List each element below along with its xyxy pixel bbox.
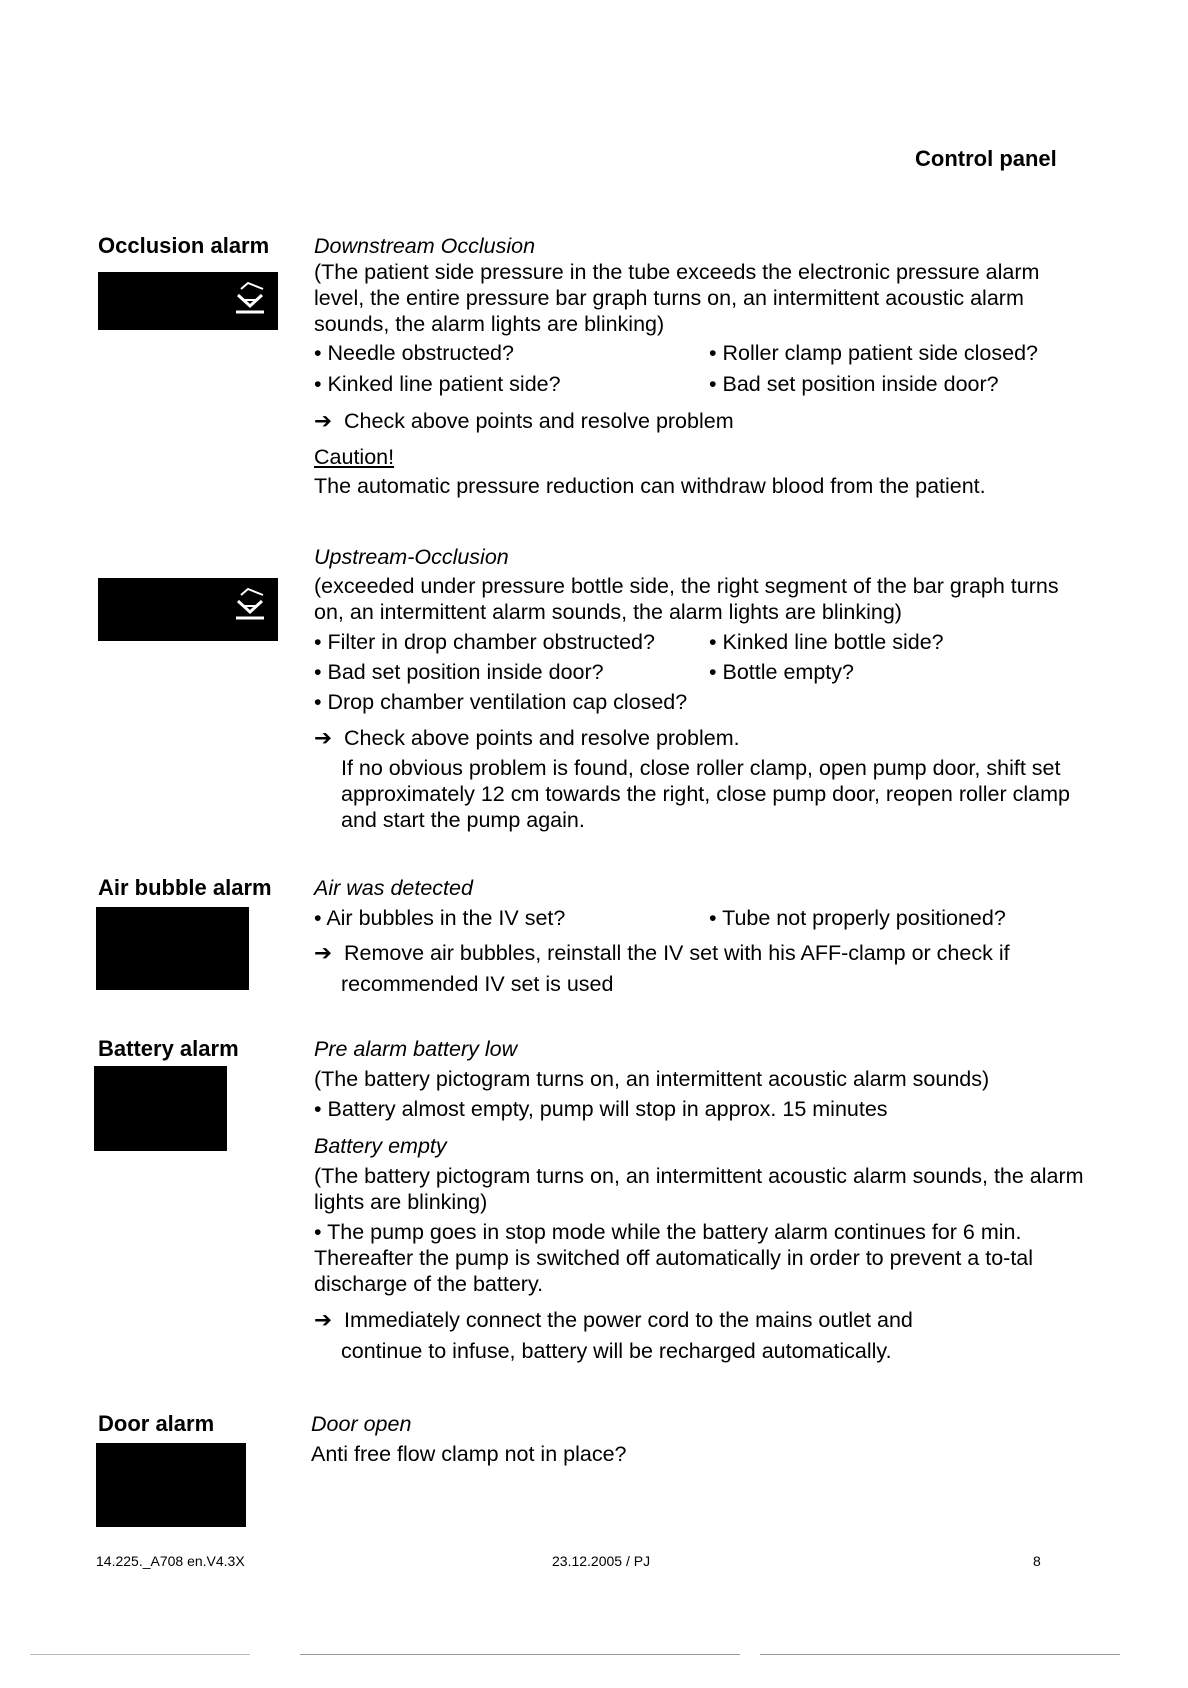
bullet-item: • Drop chamber ventilation cap closed? (314, 690, 688, 714)
arrow-right-icon: ➔ (314, 941, 333, 965)
downstream-occlusion-icon (208, 272, 278, 330)
bullet-item: • Bad set position inside door? (314, 660, 604, 684)
air-action (314, 940, 1084, 966)
battery-empty-title: Battery empty (314, 1134, 447, 1158)
downstream-action-text: Check above points and resolve problem (344, 409, 734, 433)
bullet-item: • Needle obstructed? (314, 341, 514, 365)
air-action-text: Remove air bubbles, reinstall the IV set with his AFF-clamp or check if (344, 941, 1010, 965)
downstream-bullets-row-1 (314, 340, 1084, 366)
footer-page-number: 8 (1033, 1553, 1041, 1569)
battery-alarm-label: Battery alarm (98, 1036, 239, 1061)
bullet-item: • Tube not properly positioned? (709, 906, 1006, 930)
upstream-occlusion-icon (208, 578, 278, 636)
scan-rule (760, 1654, 1120, 1655)
battery-action-text: Immediately connect the power cord to the mains outlet and (344, 1308, 913, 1332)
downstream-occlusion-title: Downstream Occlusion (314, 234, 536, 258)
air-bubble-alarm-label: Air bubble alarm (98, 875, 272, 900)
downstream-occlusion-description: (The patient side pressure in the tube exceeds the electronic pressure alarm level, the entire pressure bar graph turns on, an intermittent acoustic alarm sounds, the alarm lights are blinking) (314, 260, 1040, 336)
bullet-item: • The pump goes in stop mode while the battery alarm continues for 6 min. Thereafter the pump is switched off automatically in order to prevent a to-tal discharge of the battery. (314, 1220, 1034, 1296)
battery-action-continued: continue to infuse, battery will be recharged automatically. (341, 1339, 892, 1363)
downstream-bullets-row-2 (314, 371, 1084, 397)
bullet-item: • Kinked line patient side? (314, 372, 561, 396)
bullet-item: • Air bubbles in the IV set? (314, 906, 566, 930)
air-action-continued: recommended IV set is used (341, 972, 614, 996)
upstream-occlusion-description: (exceeded under pressure bottle side, the right segment of the bar graph turns on, an intermittent alarm sounds, the alarm lights are blinking) (314, 574, 1059, 624)
battery-action (314, 1307, 1084, 1333)
caution-label: Caution! (314, 445, 395, 469)
bullet-item: • Filter in drop chamber obstructed? (314, 630, 655, 654)
upstream-occlusion-title: Upstream-Occlusion (314, 545, 509, 569)
upstream-action-detail: If no obvious problem is found, close roller clamp, open pump door, shift set approximately 12 cm towards the right, close pump door, reopen roller clamp and start the pump again. (341, 756, 1070, 832)
air-detected-title: Air was detected (314, 876, 473, 900)
scan-rule (30, 1654, 250, 1655)
caution-text: The automatic pressure reduction can withdraw blood from the patient. (314, 474, 986, 498)
bullet-item: • Roller clamp patient side closed? (709, 341, 1038, 365)
upstream-occlusion-display (98, 578, 278, 641)
page-header-title: Control panel (915, 146, 1057, 171)
downstream-occlusion-section (314, 233, 1084, 499)
bullet-item: • Kinked line bottle side? (709, 630, 944, 654)
bullet-item: • Bottle empty? (709, 660, 854, 684)
door-open-title: Door open (311, 1412, 412, 1436)
door-alarm-label: Door alarm (98, 1411, 215, 1436)
battery-empty-description: (The battery pictogram turns on, an intermittent acoustic alarm sounds, the alarm lights are blinking) (314, 1164, 1084, 1214)
bullet-item: • Battery almost empty, pump will stop in approx. 15 minutes (314, 1097, 888, 1121)
arrow-right-icon: ➔ (314, 409, 333, 433)
arrow-right-icon: ➔ (314, 1308, 333, 1332)
scan-rule (300, 1654, 740, 1655)
upstream-action-text: Check above points and resolve problem. (344, 726, 740, 750)
footer-doc-id: 14.225._A708 en.V4.3X (96, 1553, 245, 1569)
arrow-right-icon: ➔ (314, 726, 333, 750)
downstream-action (314, 408, 1084, 434)
battery-pre-alarm-title: Pre alarm battery low (314, 1037, 518, 1061)
battery-pre-alarm-description: (The battery pictogram turns on, an intermittent acoustic alarm sounds) (314, 1067, 990, 1091)
footer-date: 23.12.2005 / PJ (552, 1553, 651, 1569)
occlusion-alarm-label: Occlusion alarm (98, 233, 270, 258)
battery-display (94, 1066, 227, 1151)
upstream-bullets-row-1 (314, 629, 1084, 655)
air-bubble-section (314, 875, 1084, 997)
upstream-occlusion-section (314, 544, 1084, 833)
upstream-action (314, 725, 1084, 751)
air-bullets-row (314, 905, 1084, 931)
door-open-text: Anti free flow clamp not in place? (311, 1442, 627, 1466)
bullet-item: • Bad set position inside door? (709, 372, 999, 396)
door-section (311, 1411, 1081, 1467)
downstream-occlusion-display (98, 272, 278, 330)
door-display (96, 1443, 246, 1527)
upstream-bullets-row-2 (314, 659, 1084, 685)
air-bubble-display (96, 907, 249, 990)
battery-section (314, 1036, 1084, 1364)
